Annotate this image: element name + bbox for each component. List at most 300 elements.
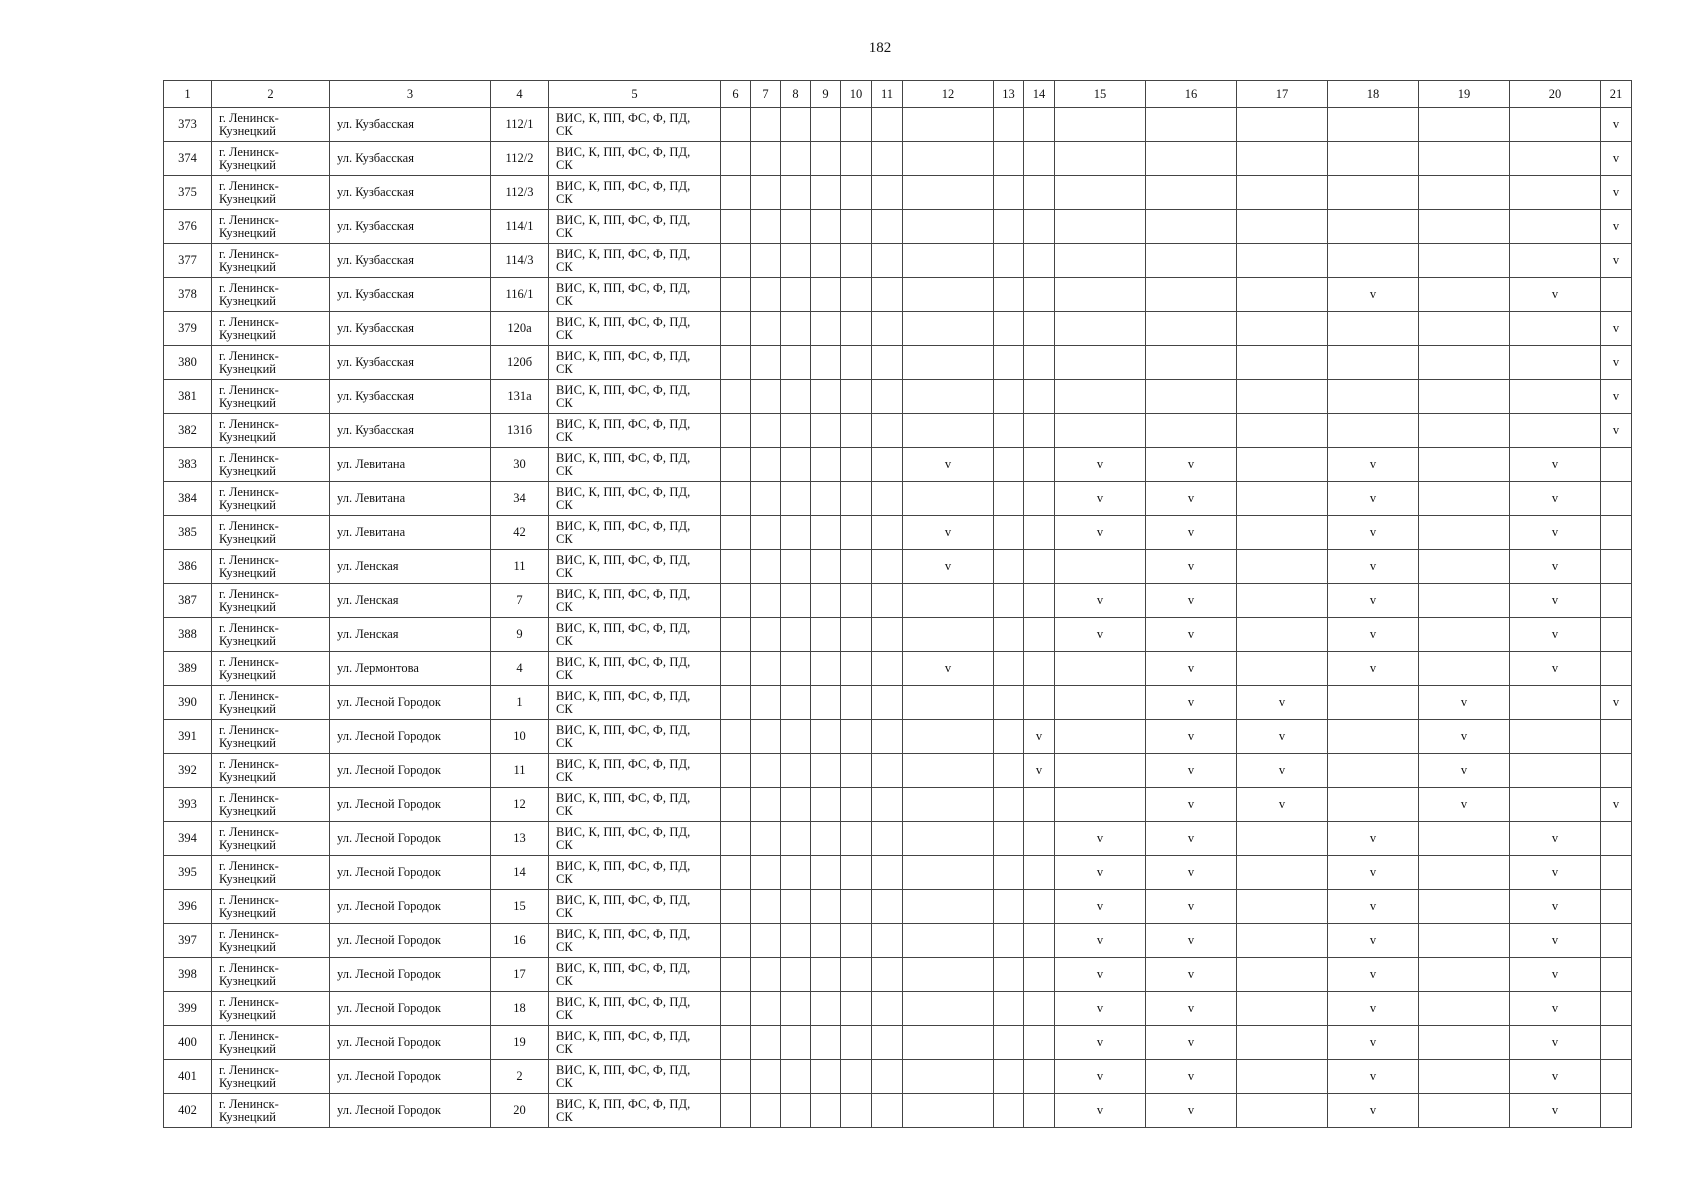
- mark-cell-col-17: [1237, 516, 1328, 550]
- table-row: [164, 312, 1632, 346]
- mark-cell-col-8: [781, 312, 811, 346]
- registry-table: [163, 80, 1632, 1128]
- city-cell: [212, 278, 330, 312]
- row-number-cell: 400: [164, 1026, 212, 1060]
- check-mark: v: [1551, 287, 1559, 301]
- house-number-cell: 1: [491, 686, 549, 720]
- city-line-2: Кузнецкий: [219, 905, 276, 920]
- mark-cell-col-14: [1024, 584, 1055, 618]
- check-mark: v: [1369, 287, 1377, 301]
- house-number-cell: 114/3: [491, 244, 549, 278]
- house-number-cell: 112/3: [491, 176, 549, 210]
- mark-cell-col-10: [841, 686, 872, 720]
- mark-cell-col-10: [841, 210, 872, 244]
- mark-cell-col-13: [994, 856, 1024, 890]
- mark-cell-col-18: [1328, 1094, 1419, 1128]
- mark-cell-col-11: [872, 1060, 903, 1094]
- mark-cell-col-11: [872, 822, 903, 856]
- row-number-cell: 399: [164, 992, 212, 1026]
- city-line-1: г. Ленинск-: [219, 756, 279, 771]
- row-number-cell: 387: [164, 584, 212, 618]
- mark-cell-col-20: [1510, 788, 1601, 822]
- mark-cell-col-14: [1024, 720, 1055, 754]
- mark-cell-col-17: [1237, 380, 1328, 414]
- mark-cell-col-18: [1328, 1060, 1419, 1094]
- works-line-2: СК: [556, 1075, 573, 1090]
- mark-cell-col-7: [751, 244, 781, 278]
- mark-cell-col-11: [872, 176, 903, 210]
- city-line-1: г. Ленинск-: [219, 110, 279, 125]
- mark-cell-col-18: [1328, 516, 1419, 550]
- mark-cell-col-15: [1055, 924, 1146, 958]
- mark-cell-col-6: [721, 686, 751, 720]
- mark-cell-col-20: [1510, 346, 1601, 380]
- mark-cell-col-19: [1419, 346, 1510, 380]
- mark-cell-col-10: [841, 856, 872, 890]
- table-row: [164, 992, 1632, 1026]
- check-mark: v: [1369, 661, 1377, 675]
- check-mark: v: [1096, 1069, 1104, 1083]
- column-header-19: 19: [1419, 81, 1510, 108]
- check-mark: v: [1187, 933, 1195, 947]
- city-cell: [212, 686, 330, 720]
- mark-cell-col-16: [1146, 108, 1237, 142]
- works-cell: [549, 142, 721, 176]
- mark-cell-col-8: [781, 618, 811, 652]
- mark-cell-col-11: [872, 414, 903, 448]
- mark-cell-col-12: [903, 924, 994, 958]
- table-row: [164, 788, 1632, 822]
- mark-cell-col-14: [1024, 550, 1055, 584]
- mark-cell-col-9: [811, 448, 841, 482]
- street-cell: ул. Лесной Городок: [330, 754, 491, 788]
- mark-cell-col-21: [1601, 686, 1632, 720]
- mark-cell-col-7: [751, 346, 781, 380]
- mark-cell-col-6: [721, 482, 751, 516]
- works-line-1: ВИС, К, ПП, ФС, Ф, ПД,: [556, 824, 691, 839]
- mark-cell-col-12: [903, 652, 994, 686]
- mark-cell-col-11: [872, 924, 903, 958]
- mark-cell-col-17: [1237, 448, 1328, 482]
- mark-cell-col-17: [1237, 550, 1328, 584]
- mark-cell-col-21: [1601, 618, 1632, 652]
- mark-cell-col-12: [903, 822, 994, 856]
- city-line-1: г. Ленинск-: [219, 518, 279, 533]
- column-header-9: 9: [811, 81, 841, 108]
- mark-cell-col-6: [721, 550, 751, 584]
- mark-cell-col-13: [994, 210, 1024, 244]
- mark-cell-col-6: [721, 584, 751, 618]
- city-line-1: г. Ленинск-: [219, 620, 279, 635]
- works-line-2: СК: [556, 531, 573, 546]
- street-cell: ул. Левитана: [330, 448, 491, 482]
- mark-cell-col-20: [1510, 856, 1601, 890]
- mark-cell-col-18: [1328, 346, 1419, 380]
- row-number-cell: 381: [164, 380, 212, 414]
- mark-cell-col-20: [1510, 890, 1601, 924]
- row-number-cell: 390: [164, 686, 212, 720]
- mark-cell-col-6: [721, 924, 751, 958]
- mark-cell-col-18: [1328, 686, 1419, 720]
- street-cell: ул. Лесной Городок: [330, 1060, 491, 1094]
- mark-cell-col-17: [1237, 482, 1328, 516]
- mark-cell-col-6: [721, 380, 751, 414]
- mark-cell-col-20: [1510, 210, 1601, 244]
- city-cell: [212, 754, 330, 788]
- check-mark: v: [1187, 899, 1195, 913]
- city-line-2: Кузнецкий: [219, 701, 276, 716]
- row-number-cell: 373: [164, 108, 212, 142]
- check-mark: v: [1460, 797, 1468, 811]
- mark-cell-col-21: [1601, 176, 1632, 210]
- works-line-2: СК: [556, 633, 573, 648]
- city-line-1: г. Ленинск-: [219, 790, 279, 805]
- street-cell: ул. Лесной Городок: [330, 1026, 491, 1060]
- mark-cell-col-8: [781, 176, 811, 210]
- check-mark: v: [1369, 933, 1377, 947]
- mark-cell-col-7: [751, 108, 781, 142]
- mark-cell-col-19: [1419, 516, 1510, 550]
- mark-cell-col-20: [1510, 992, 1601, 1026]
- column-header-7: 7: [751, 81, 781, 108]
- column-header-5: 5: [549, 81, 721, 108]
- city-cell: [212, 1060, 330, 1094]
- mark-cell-col-16: [1146, 822, 1237, 856]
- mark-cell-col-14: [1024, 346, 1055, 380]
- city-line-1: г. Ленинск-: [219, 212, 279, 227]
- mark-cell-col-10: [841, 312, 872, 346]
- page-number: 182: [868, 40, 892, 56]
- works-cell: [549, 482, 721, 516]
- row-number-cell: 377: [164, 244, 212, 278]
- mark-cell-col-11: [872, 754, 903, 788]
- table-row: [164, 652, 1632, 686]
- street-cell: ул. Кузбасская: [330, 210, 491, 244]
- check-mark: v: [1096, 1035, 1104, 1049]
- mark-cell-col-17: [1237, 788, 1328, 822]
- check-mark: v: [1187, 763, 1195, 777]
- mark-cell-col-17: [1237, 278, 1328, 312]
- mark-cell-col-9: [811, 958, 841, 992]
- mark-cell-col-19: [1419, 686, 1510, 720]
- mark-cell-col-15: [1055, 550, 1146, 584]
- mark-cell-col-12: [903, 278, 994, 312]
- works-cell: [549, 720, 721, 754]
- street-cell: ул. Левитана: [330, 516, 491, 550]
- check-mark: v: [1278, 763, 1286, 777]
- check-mark: v: [944, 525, 952, 539]
- mark-cell-col-6: [721, 176, 751, 210]
- check-mark: v: [1551, 865, 1559, 879]
- mark-cell-col-18: [1328, 958, 1419, 992]
- works-cell: [549, 414, 721, 448]
- house-number-cell: 30: [491, 448, 549, 482]
- header-row: [164, 81, 1632, 108]
- mark-cell-col-18: [1328, 618, 1419, 652]
- mark-cell-col-19: [1419, 822, 1510, 856]
- mark-cell-col-11: [872, 482, 903, 516]
- house-number-cell: 2: [491, 1060, 549, 1094]
- check-mark: v: [1369, 865, 1377, 879]
- mark-cell-col-20: [1510, 754, 1601, 788]
- mark-cell-col-7: [751, 1026, 781, 1060]
- mark-cell-col-16: [1146, 856, 1237, 890]
- works-line-2: СК: [556, 599, 573, 614]
- mark-cell-col-21: [1601, 1026, 1632, 1060]
- works-line-2: СК: [556, 259, 573, 274]
- house-number-cell: 18: [491, 992, 549, 1026]
- mark-cell-col-20: [1510, 550, 1601, 584]
- city-line-2: Кузнецкий: [219, 1075, 276, 1090]
- works-line-2: СК: [556, 1041, 573, 1056]
- table-row: [164, 584, 1632, 618]
- works-line-2: СК: [556, 1007, 573, 1022]
- mark-cell-col-19: [1419, 312, 1510, 346]
- mark-cell-col-21: [1601, 652, 1632, 686]
- mark-cell-col-7: [751, 312, 781, 346]
- column-header-6: 6: [721, 81, 751, 108]
- mark-cell-col-7: [751, 788, 781, 822]
- mark-cell-col-8: [781, 720, 811, 754]
- check-mark: v: [1096, 457, 1104, 471]
- mark-cell-col-7: [751, 652, 781, 686]
- city-cell: [212, 142, 330, 176]
- city-line-2: Кузнецкий: [219, 293, 276, 308]
- works-cell: [549, 210, 721, 244]
- mark-cell-col-17: [1237, 584, 1328, 618]
- city-line-1: г. Ленинск-: [219, 280, 279, 295]
- works-line-2: СК: [556, 497, 573, 512]
- mark-cell-col-9: [811, 550, 841, 584]
- mark-cell-col-11: [872, 516, 903, 550]
- mark-cell-col-16: [1146, 992, 1237, 1026]
- mark-cell-col-8: [781, 686, 811, 720]
- mark-cell-col-7: [751, 516, 781, 550]
- mark-cell-col-8: [781, 652, 811, 686]
- mark-cell-col-7: [751, 992, 781, 1026]
- table-row: [164, 1060, 1632, 1094]
- row-number-cell: 383: [164, 448, 212, 482]
- works-line-1: ВИС, К, ПП, ФС, Ф, ПД,: [556, 314, 691, 329]
- mark-cell-col-9: [811, 1060, 841, 1094]
- city-line-2: Кузнецкий: [219, 939, 276, 954]
- mark-cell-col-12: [903, 380, 994, 414]
- table-row: [164, 720, 1632, 754]
- row-number-cell: 397: [164, 924, 212, 958]
- mark-cell-col-16: [1146, 754, 1237, 788]
- check-mark: v: [1551, 1069, 1559, 1083]
- mark-cell-col-18: [1328, 652, 1419, 686]
- mark-cell-col-9: [811, 856, 841, 890]
- city-cell: [212, 822, 330, 856]
- mark-cell-col-12: [903, 686, 994, 720]
- mark-cell-col-11: [872, 686, 903, 720]
- check-mark: v: [1096, 831, 1104, 845]
- mark-cell-col-21: [1601, 482, 1632, 516]
- works-cell: [549, 992, 721, 1026]
- city-line-1: г. Ленинск-: [219, 382, 279, 397]
- mark-cell-col-19: [1419, 584, 1510, 618]
- city-line-2: Кузнецкий: [219, 633, 276, 648]
- row-number-cell: 374: [164, 142, 212, 176]
- check-mark: v: [1369, 1001, 1377, 1015]
- mark-cell-col-15: [1055, 142, 1146, 176]
- mark-cell-col-11: [872, 958, 903, 992]
- check-mark: v: [1187, 1103, 1195, 1117]
- mark-cell-col-18: [1328, 856, 1419, 890]
- mark-cell-col-15: [1055, 822, 1146, 856]
- mark-cell-col-17: [1237, 210, 1328, 244]
- mark-cell-col-19: [1419, 720, 1510, 754]
- works-cell: [549, 312, 721, 346]
- mark-cell-col-12: [903, 210, 994, 244]
- mark-cell-col-8: [781, 448, 811, 482]
- city-line-1: г. Ленинск-: [219, 246, 279, 261]
- works-cell: [549, 278, 721, 312]
- house-number-cell: 34: [491, 482, 549, 516]
- mark-cell-col-20: [1510, 958, 1601, 992]
- check-mark: v: [1096, 525, 1104, 539]
- mark-cell-col-11: [872, 890, 903, 924]
- city-cell: [212, 482, 330, 516]
- city-line-1: г. Ленинск-: [219, 1062, 279, 1077]
- table-row: [164, 856, 1632, 890]
- mark-cell-col-15: [1055, 1060, 1146, 1094]
- mark-cell-col-14: [1024, 278, 1055, 312]
- city-line-1: г. Ленинск-: [219, 960, 279, 975]
- mark-cell-col-17: [1237, 822, 1328, 856]
- mark-cell-col-13: [994, 142, 1024, 176]
- street-cell: ул. Лесной Городок: [330, 686, 491, 720]
- mark-cell-col-12: [903, 584, 994, 618]
- check-mark: v: [1551, 967, 1559, 981]
- mark-cell-col-17: [1237, 108, 1328, 142]
- street-cell: ул. Лесной Городок: [330, 1094, 491, 1128]
- check-mark: v: [1369, 1035, 1377, 1049]
- mark-cell-col-12: [903, 720, 994, 754]
- works-line-2: СК: [556, 769, 573, 784]
- street-cell: ул. Лесной Городок: [330, 822, 491, 856]
- row-number-cell: 388: [164, 618, 212, 652]
- mark-cell-col-17: [1237, 244, 1328, 278]
- mark-cell-col-12: [903, 1026, 994, 1060]
- mark-cell-col-18: [1328, 278, 1419, 312]
- city-cell: [212, 550, 330, 584]
- mark-cell-col-16: [1146, 686, 1237, 720]
- city-line-2: Кузнецкий: [219, 1007, 276, 1022]
- street-cell: ул. Ленская: [330, 584, 491, 618]
- city-line-1: г. Ленинск-: [219, 144, 279, 159]
- mark-cell-col-12: [903, 550, 994, 584]
- mark-cell-col-20: [1510, 176, 1601, 210]
- mark-cell-col-7: [751, 550, 781, 584]
- mark-cell-col-8: [781, 856, 811, 890]
- mark-cell-col-10: [841, 550, 872, 584]
- mark-cell-col-19: [1419, 142, 1510, 176]
- mark-cell-col-15: [1055, 516, 1146, 550]
- mark-cell-col-15: [1055, 686, 1146, 720]
- mark-cell-col-18: [1328, 890, 1419, 924]
- mark-cell-col-6: [721, 108, 751, 142]
- check-mark: v: [1612, 695, 1620, 709]
- mark-cell-col-10: [841, 584, 872, 618]
- column-header-4: 4: [491, 81, 549, 108]
- street-cell: ул. Лесной Городок: [330, 924, 491, 958]
- city-cell: [212, 414, 330, 448]
- table-row: [164, 822, 1632, 856]
- house-number-cell: 120б: [491, 346, 549, 380]
- column-header-18: 18: [1328, 81, 1419, 108]
- mark-cell-col-9: [811, 618, 841, 652]
- mark-cell-col-16: [1146, 788, 1237, 822]
- check-mark: v: [1551, 831, 1559, 845]
- check-mark: v: [1551, 593, 1559, 607]
- check-mark: v: [1369, 899, 1377, 913]
- house-number-cell: 9: [491, 618, 549, 652]
- mark-cell-col-11: [872, 856, 903, 890]
- mark-cell-col-16: [1146, 618, 1237, 652]
- city-cell: [212, 516, 330, 550]
- mark-cell-col-21: [1601, 788, 1632, 822]
- row-number-cell: 396: [164, 890, 212, 924]
- check-mark: v: [1460, 763, 1468, 777]
- mark-cell-col-21: [1601, 1094, 1632, 1128]
- mark-cell-col-17: [1237, 346, 1328, 380]
- mark-cell-col-18: [1328, 108, 1419, 142]
- mark-cell-col-7: [751, 414, 781, 448]
- mark-cell-col-9: [811, 278, 841, 312]
- mark-cell-col-11: [872, 312, 903, 346]
- mark-cell-col-19: [1419, 1060, 1510, 1094]
- mark-cell-col-7: [751, 1060, 781, 1094]
- mark-cell-col-17: [1237, 142, 1328, 176]
- mark-cell-col-17: [1237, 1060, 1328, 1094]
- mark-cell-col-10: [841, 788, 872, 822]
- works-line-2: СК: [556, 191, 573, 206]
- mark-cell-col-9: [811, 380, 841, 414]
- works-cell: [549, 686, 721, 720]
- row-number-cell: 401: [164, 1060, 212, 1094]
- works-line-2: СК: [556, 837, 573, 852]
- city-cell: [212, 958, 330, 992]
- works-line-2: СК: [556, 701, 573, 716]
- mark-cell-col-7: [751, 856, 781, 890]
- city-line-2: Кузнецкий: [219, 123, 276, 138]
- check-mark: v: [1187, 627, 1195, 641]
- works-line-1: ВИС, К, ПП, ФС, Ф, ПД,: [556, 892, 691, 907]
- row-number-cell: 391: [164, 720, 212, 754]
- mark-cell-col-14: [1024, 312, 1055, 346]
- mark-cell-col-12: [903, 618, 994, 652]
- mark-cell-col-19: [1419, 1026, 1510, 1060]
- check-mark: v: [944, 559, 952, 573]
- check-mark: v: [1096, 899, 1104, 913]
- mark-cell-col-14: [1024, 890, 1055, 924]
- works-line-2: СК: [556, 1109, 573, 1124]
- mark-cell-col-14: [1024, 244, 1055, 278]
- mark-cell-col-17: [1237, 754, 1328, 788]
- mark-cell-col-10: [841, 890, 872, 924]
- mark-cell-col-14: [1024, 108, 1055, 142]
- check-mark: v: [1369, 593, 1377, 607]
- street-cell: ул. Лесной Городок: [330, 992, 491, 1026]
- mark-cell-col-8: [781, 108, 811, 142]
- mark-cell-col-10: [841, 380, 872, 414]
- mark-cell-col-18: [1328, 720, 1419, 754]
- mark-cell-col-21: [1601, 550, 1632, 584]
- mark-cell-col-19: [1419, 380, 1510, 414]
- table-row: [164, 618, 1632, 652]
